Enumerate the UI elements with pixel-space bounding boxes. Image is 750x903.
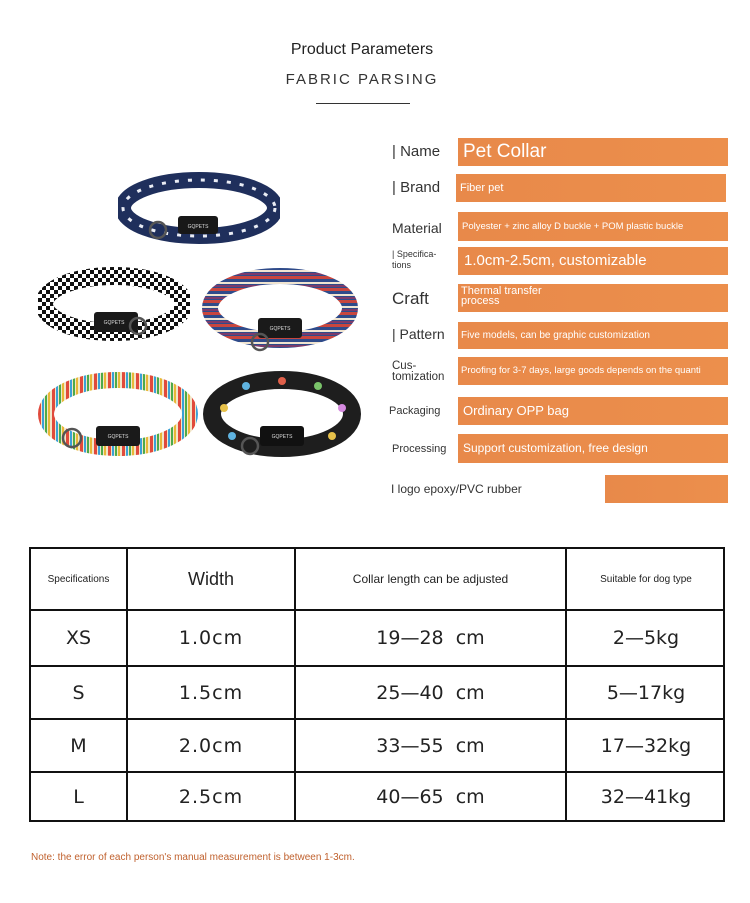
collar-tag-text: GQPETS: [269, 326, 291, 332]
collar-tag-text: GQPETS: [103, 320, 125, 326]
table-cell-size: XS: [65, 627, 92, 649]
table-cell-dog-type: 17—32kg: [600, 734, 692, 757]
table-header-width: Width: [187, 568, 234, 589]
table-cell-dog-type: 32—41kg: [600, 785, 692, 808]
param-label-pattern: | Pattern: [392, 326, 445, 342]
table-cell-size: S: [72, 681, 85, 704]
table-header-dog-type: Suitable for dog type: [600, 573, 692, 585]
collar-image-checker: [38, 266, 190, 342]
param-value-brand: Fiber pet: [456, 174, 726, 202]
param-value-specifications: 1.0cm-2.5cm, customizable: [458, 247, 728, 275]
table-header-length: Collar length can be adjusted: [352, 572, 509, 586]
param-label-material: Material: [392, 220, 442, 236]
collar-tag-text: GQPETS: [271, 434, 293, 440]
param-label-brand: | Brand: [392, 179, 441, 196]
collar-image-navy: [118, 172, 280, 244]
table-cell-width: 1.0cm: [178, 627, 244, 649]
param-label-craft: Craft: [392, 289, 429, 308]
table-cell-width: 1.5cm: [178, 681, 244, 704]
table-cell-dog-type: 2—5kg: [612, 627, 680, 649]
param-value-craft: Thermal transfer process: [458, 284, 728, 312]
param-value-logo: [605, 475, 728, 503]
param-value-material: Polyester + zinc alloy D buckle + POM plastic buckle: [458, 212, 728, 241]
table-cell-size: L: [73, 785, 84, 808]
param-value-pattern: Five models, can be graphic customization: [458, 322, 728, 349]
param-value-name: Pet Collar: [458, 138, 728, 166]
table-cell-size: M: [70, 734, 87, 757]
collar-image-space: [202, 368, 362, 466]
size-table: [29, 547, 725, 822]
collar-tag-text: GQPETS: [107, 434, 129, 440]
collar-image-rainbow: [38, 368, 198, 466]
collar-tag-text: GQPETS: [187, 224, 209, 230]
param-label-packaging: Packaging: [389, 405, 441, 417]
param-label-logo: I logo epoxy/PVC rubber: [391, 482, 522, 496]
measurement-note: Note: the error of each person's manual measurement is between 1-3cm.: [31, 852, 355, 863]
param-value-packaging: Ordinary OPP bag: [458, 397, 728, 425]
table-cell-length: 40—65 cm: [376, 785, 485, 808]
page-title: Product Parameters: [290, 41, 434, 58]
param-value-processing: Support customization, free design: [458, 434, 728, 463]
param-label-customization: Cus- tomization: [392, 360, 445, 383]
param-label-name: | Name: [392, 143, 441, 160]
param-label-processing: Processing: [392, 443, 447, 455]
table-cell-length: 25—40 cm: [376, 681, 485, 704]
page-subtitle: FABRIC PARSING: [285, 71, 439, 88]
table-cell-length: 19—28 cm: [376, 627, 485, 649]
param-value-customization: Proofing for 3-7 days, large goods depends on the quanti: [458, 357, 728, 385]
table-cell-length: 33—55 cm: [376, 734, 485, 757]
title-divider: [316, 103, 410, 104]
table-cell-width: 2.5cm: [178, 785, 244, 808]
collar-image-tribal: [202, 264, 358, 356]
param-label-specifications: | Specifica- tions: [392, 249, 437, 270]
table-cell-dog-type: 5—17kg: [606, 681, 686, 704]
table-cell-width: 2.0cm: [178, 734, 244, 757]
table-header-specifications: Specifications: [47, 573, 110, 585]
